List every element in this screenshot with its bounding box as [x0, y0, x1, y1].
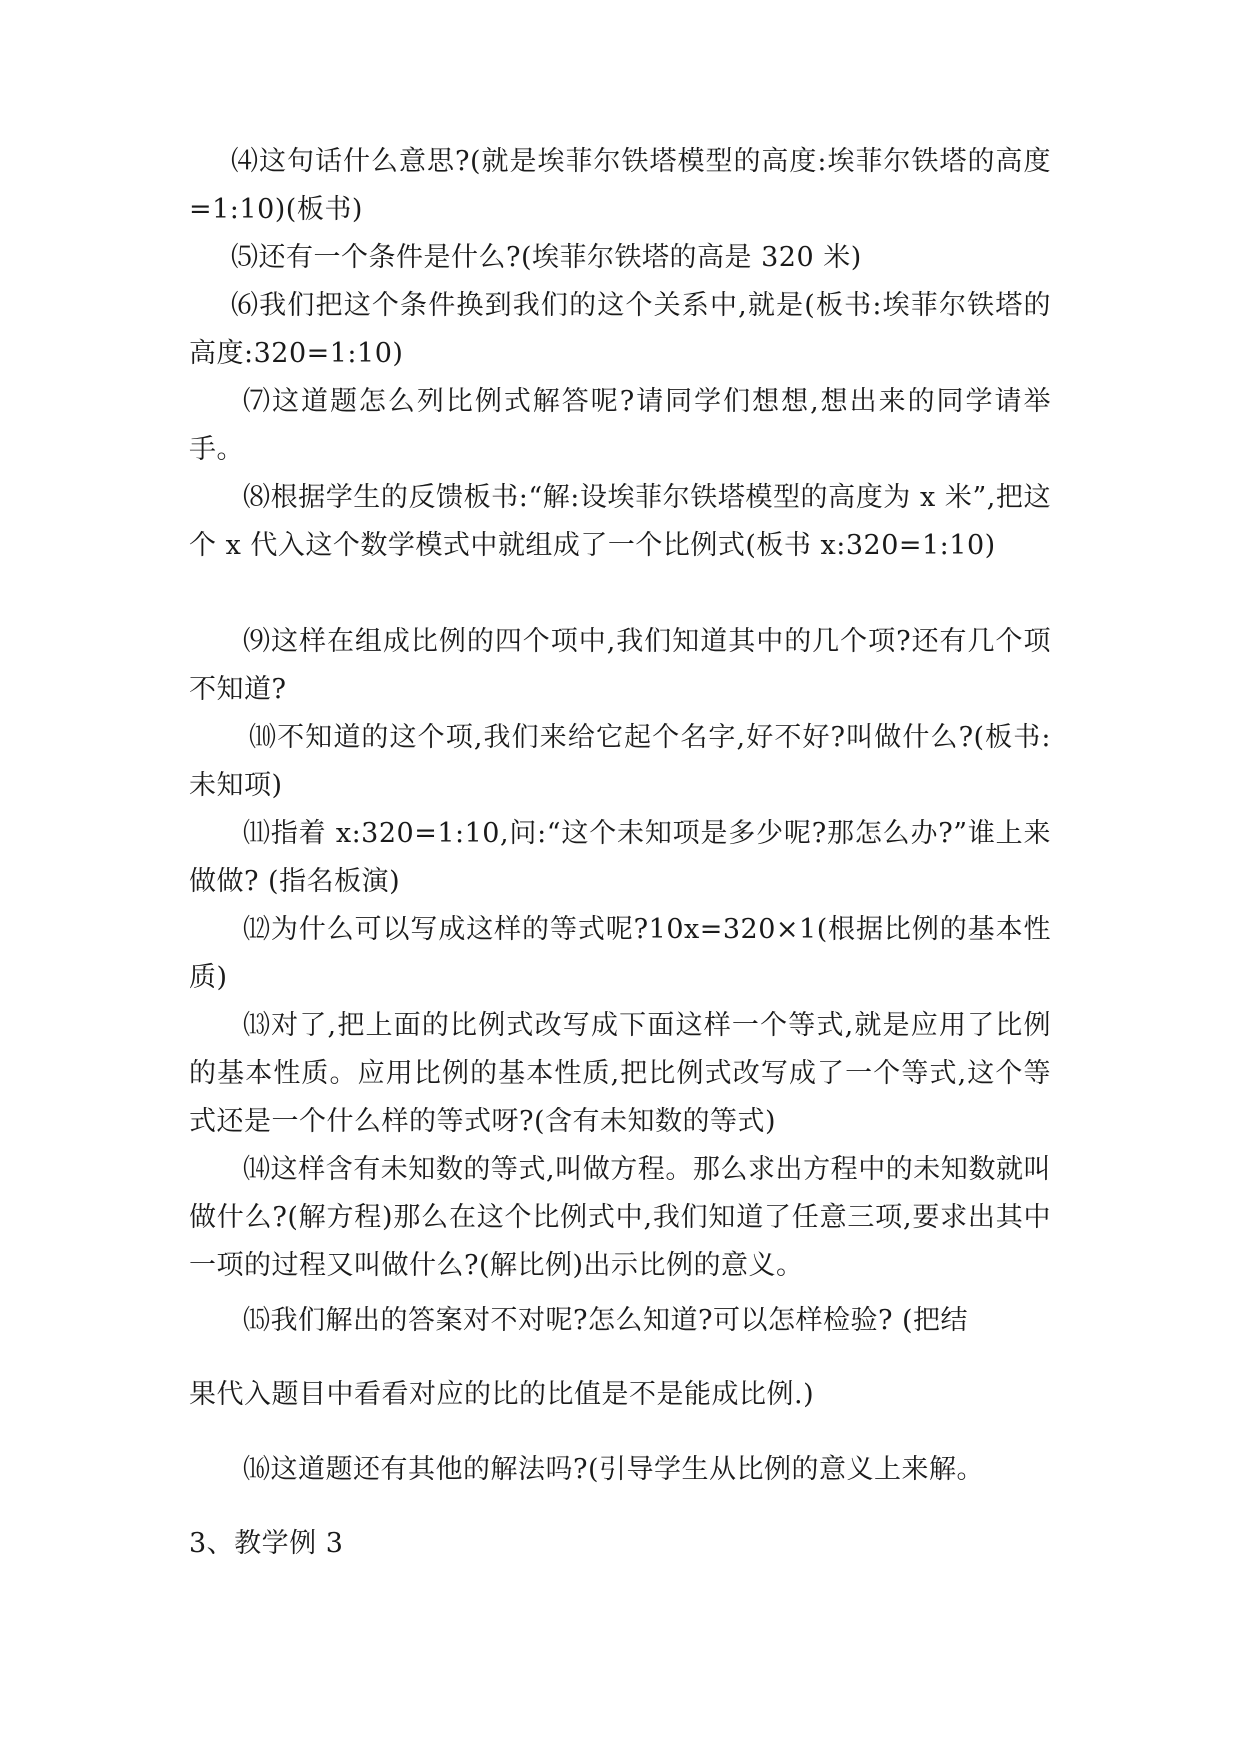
section-heading: 3、教学例 3: [189, 1528, 344, 1559]
paragraph-14: ⒁这样含有未知数的等式,叫做方程。那么求出方程中的未知数就叫做什么?(解方程)那么在这个比例式中,我们知道了任意三项,要求出其中一项的过程又叫做什么?(解比例)出示比例的意义。: [189, 1154, 1051, 1281]
paragraph-13: ⒀对了,把上面的比例式改写成下面这样一个等式,就是应用了比例的基本性质。应用比例的基本性质,把比例式改写成了一个等式,这个等式还是一个什么样的等式呀?(含有未知数的等式): [189, 1010, 1051, 1137]
paragraph-4: ⑷这句话什么意思?(就是埃菲尔铁塔模型的高度:埃菲尔铁塔的高度=1:10)(板书): [189, 146, 1051, 225]
paragraph-16: ⒃这道题还有其他的解法吗?(引导学生从比例的意义上来解。: [243, 1454, 985, 1485]
paragraph-8: ⑻根据学生的反馈板书:“解:设埃菲尔铁塔模型的高度为 x 米”,把这个 x 代入这个数学模式中就组成了一个比例式(板书 x:320=1:10): [189, 482, 1051, 561]
paragraph-9: ⑼这样在组成比例的四个项中,我们知道其中的几个项?还有几个项不知道?: [189, 626, 1051, 705]
paragraph-7: ⑺这道题怎么列比例式解答呢?请同学们想想,想出来的同学请举手。: [189, 386, 1051, 465]
paragraph-15: ⒂我们解出的答案对不对呢?怎么知道?可以怎样检验? (把结: [243, 1305, 969, 1336]
paragraph-10: ⑽不知道的这个项,我们来给它起个名字,好不好?叫做什么?(板书:未知项): [189, 722, 1051, 801]
paragraph-11: ⑾指着 x:320=1:10,问:“这个未知项是多少呢?那怎么办?”谁上来做做? (指名板演): [189, 818, 1051, 897]
paragraph-5: ⑸还有一个条件是什么?(埃菲尔铁塔的高是 320 米): [231, 242, 862, 273]
paragraph-12: ⑿为什么可以写成这样的等式呢?10x=320×1(根据比例的基本性质): [189, 914, 1051, 993]
paragraph-15-continued: 果代入题目中看看对应的比的比值是不是能成比例.): [189, 1379, 815, 1410]
paragraph-6: ⑹我们把这个条件换到我们的这个关系中,就是(板书:埃菲尔铁塔的高度:320=1:10): [189, 290, 1051, 369]
